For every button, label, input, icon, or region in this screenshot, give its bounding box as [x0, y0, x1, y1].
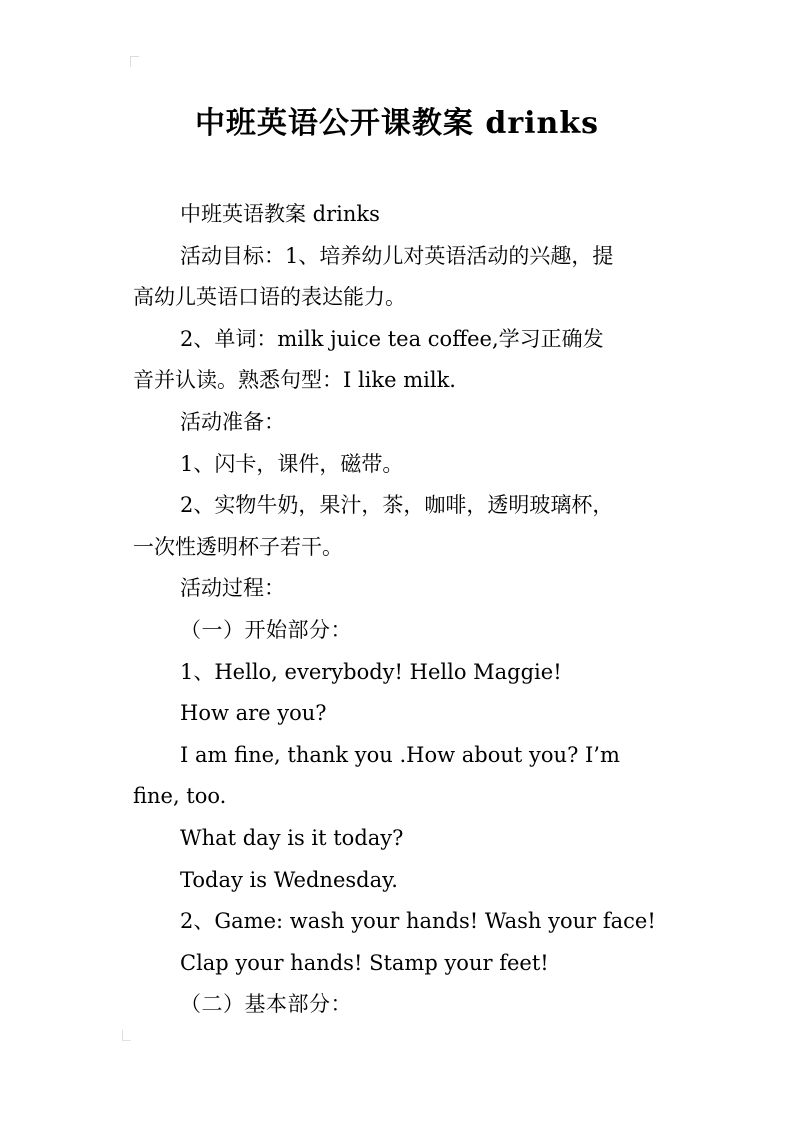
paragraph-line: 1、Hello, everybody! Hello Maggie!	[180, 659, 562, 684]
subsection-heading: （一）开始部分：	[180, 617, 352, 642]
paragraph-line: Today is Wednesday.	[180, 867, 398, 892]
paragraph-line: 2、单词：milk juice tea coffee,学习正确发	[180, 326, 604, 351]
paragraph-line: What day is it today?	[180, 825, 404, 850]
paragraph-line: 中班英语教案 drinks	[180, 202, 380, 226]
paragraph-line: 一次性透明杯子若干。	[133, 534, 343, 559]
paragraph-line: 2、实物牛奶，果汁，茶，咖啡，透明玻璃杯，	[180, 493, 614, 518]
paragraph-line: 音并认读。熟悉句型：I like milk.	[133, 368, 456, 393]
paragraph-line: Clap your hands! Stamp your feet!	[180, 950, 549, 975]
paragraph-line: 活动目标：1、培养幼儿对英语活动的兴趣，提	[180, 243, 614, 268]
paragraph-line: How are you?	[180, 701, 327, 726]
document-title: 中班英语公开课教案 drinks	[194, 106, 600, 141]
paragraph-line: fine, too.	[133, 784, 227, 809]
crop-mark-bottom-left	[122, 1030, 131, 1041]
section-heading: 活动过程：	[180, 576, 285, 601]
paragraph-line: 高幼儿英语口语的表达能力。	[133, 285, 406, 310]
lesson-plan-body	[133, 194, 669, 1026]
crop-mark-top-left	[130, 56, 139, 67]
paragraph-line: I am fine, thank you .How about you? I’m	[180, 742, 620, 767]
paragraph-line: 1、闪卡，课件，磁带。	[180, 451, 404, 476]
subsection-heading: （二）基本部分：	[180, 992, 352, 1017]
paragraph-line: 2、Game: wash your hands! Wash your face!	[180, 909, 656, 934]
section-heading: 活动准备：	[180, 409, 285, 434]
